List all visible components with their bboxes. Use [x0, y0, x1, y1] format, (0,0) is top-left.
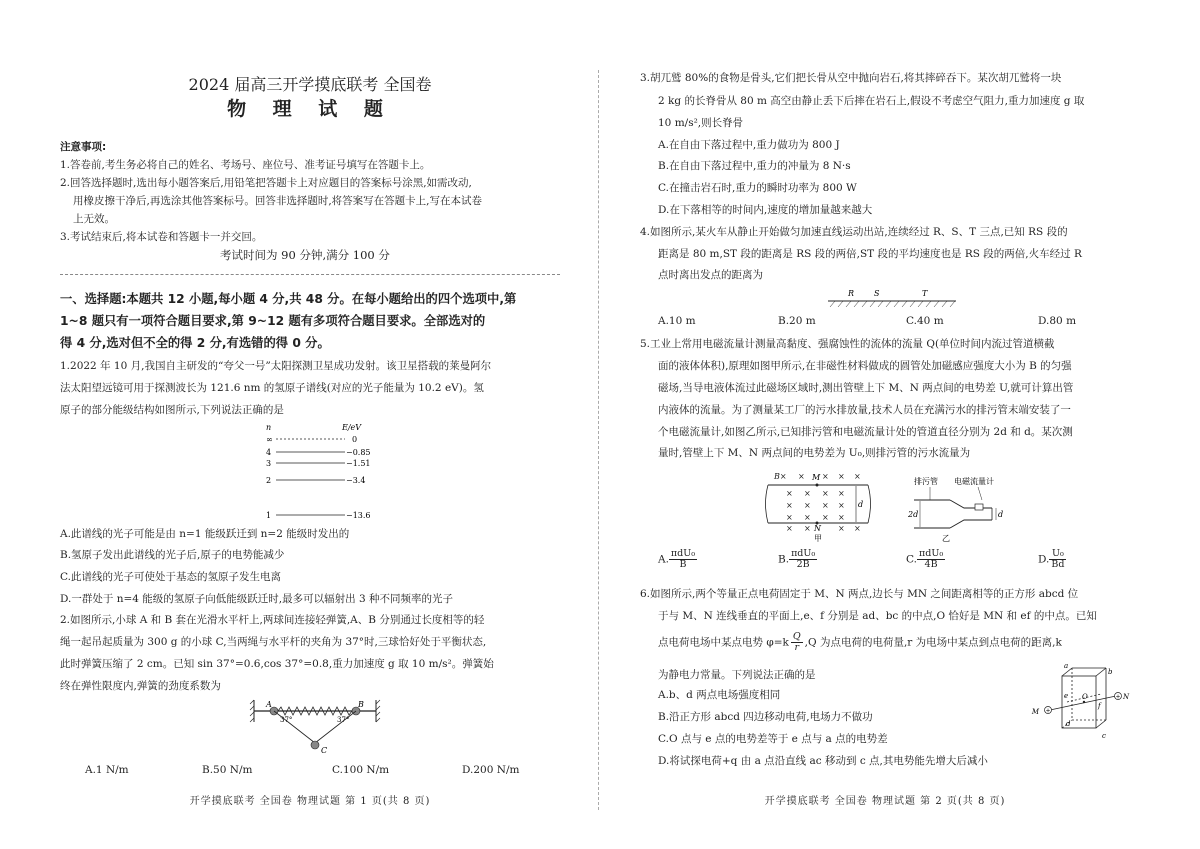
q2-stem: 此时弹簧压缩了 2 cm。已知 sin 37°=0.6,cos 37°=0.8,重力加速度 g 取 10 m/s²。弹簧始: [60, 658, 494, 670]
q1-option: A.此谱线的光子可能是由 n=1 能级跃迁到 n=2 能级时发出的: [60, 528, 350, 540]
q6-formula-line: 点电荷电场中某点电势 φ=k $\frac{Q}{r}$ ,Q 为点电荷的电荷量,r 为电场中某点到点电荷的距离,k: [658, 631, 1062, 653]
q5-stem: 磁场,当导电液体流过此磁场区域时,测出管壁上下 M、N 两点间的电势差 U,就可计算出管: [658, 382, 1074, 394]
svg-text:×: ×: [804, 524, 811, 533]
level-e: 0: [352, 435, 358, 444]
svg-text:×: ×: [838, 513, 845, 522]
ball-c-label: C: [321, 746, 328, 755]
energy-level-diagram: [260, 420, 390, 525]
q4-option: C.40 m: [906, 315, 944, 327]
svg-text:×: ×: [838, 472, 845, 481]
track-diagram: [828, 285, 958, 309]
figure-a-label: 甲: [814, 534, 822, 543]
notice-line: 用橡皮擦干净后,再选涂其他答案标号。回答非选择题时,将答案写在答题卡上,写在本试卷: [73, 195, 483, 207]
q5-stem: 内液体的流量。为了测量某工厂的污水排放量,技术人员在充满污水的排污管末端安装了一: [658, 404, 1071, 416]
point-e-label: e: [1064, 692, 1069, 700]
column-divider: [598, 70, 599, 810]
q2-stem: 2.如图所示,小球 A 和 B 套在光滑水平杆上,两球间连接轻弹簧,A、B 分别通过长度相等的轻: [60, 614, 485, 626]
field-b-label: B×: [774, 472, 787, 481]
page-footer: 开学摸底联考 全国卷 物理试题 第 1 页(共 8 页): [189, 796, 431, 807]
level-e: −13.6: [346, 511, 371, 520]
page-1: [60, 0, 560, 849]
q4-stem: 点时离出发点的距离为: [658, 269, 763, 281]
n-axis-label: n: [266, 423, 272, 432]
svg-text:×: ×: [786, 513, 793, 522]
q5-stem: 5.工业上常用电磁流量计测量高黏度、强腐蚀性的流体的流量 Q(单位时间内流过管道横截: [640, 338, 1055, 350]
header-separator: [60, 274, 560, 275]
svg-text:+: +: [1115, 693, 1121, 701]
q2-option: C.100 N/m: [332, 764, 390, 776]
q6-option: A.b、d 两点电场强度相同: [658, 689, 781, 701]
svg-text:×: ×: [822, 501, 829, 510]
q6-stem: 为静电力常量。下列说法正确的是: [658, 669, 816, 681]
vertex-b-label: b: [1108, 668, 1113, 676]
notice-line: 3.考试结束后,将本试卷和答题卡一并交回。: [60, 231, 263, 243]
q3-stem: 2 kg 的长脊骨从 80 m 高空由静止丢下后摔在岩石上,假设不考虑空气阻力,重力加速度 g 取: [658, 95, 1085, 107]
level-n: 3: [266, 459, 272, 468]
energy-axis-label: E/eV: [342, 423, 362, 432]
vertex-c-label: c: [1102, 732, 1106, 740]
exam-title: 2024 届高三开学摸底联考 全国卷: [188, 75, 432, 94]
notice-title: 注意事项:: [60, 141, 107, 153]
flowmeter-figure-b: [908, 470, 1042, 544]
level-n: ∞: [266, 435, 273, 444]
q5-option-c: C. $\frac{\text{πdU₀}}{4B}$: [906, 548, 944, 570]
svg-text:×: ×: [786, 524, 793, 533]
section-heading: 1~8 题只有一项符合题目要求,第 9~12 题有多项符合题目要求。全部选对的: [60, 314, 486, 328]
wide-diameter-label: 2d: [908, 510, 919, 519]
q5-stem: 面的液体体积),原理如图甲所示,在非磁性材料做成的圆管处加磁感应强度大小为 B 的匀强: [658, 360, 1072, 372]
svg-text:+: +: [1045, 707, 1051, 715]
q2-stem: 绳一起吊起质量为 300 g 的小球 C,当两绳与水平杆的夹角为 37°时,三球恰好处于平衡状态,: [60, 636, 487, 648]
q1-stem: 1.2022 年 10 月,我国自主研发的“夸父一号”太阳探测卫星成功发射。该卫星搭载的莱曼阿尔: [60, 360, 492, 372]
level-n: 1: [266, 511, 272, 520]
svg-text:×: ×: [822, 489, 829, 498]
q1-option: C.此谱线的光子可使处于基态的氢原子发生电离: [60, 571, 281, 583]
level-n: 2: [266, 476, 272, 485]
svg-text:×: ×: [804, 513, 811, 522]
svg-text:×: ×: [822, 472, 829, 481]
svg-text:×: ×: [786, 501, 793, 510]
svg-text:×: ×: [786, 489, 793, 498]
point-o-label: O: [1082, 693, 1088, 701]
angle-label: 37°: [280, 716, 293, 724]
vertex-d-label: d: [1066, 720, 1071, 728]
q3-option: D.在下落相等的时间内,速度的增加量越来越大: [658, 204, 873, 216]
point-n-label: N: [814, 524, 821, 533]
q1-stem: 法太阳望远镜可用于探测波长为 121.6 nm 的氢原子谱线(对应的光子能量为 10.2 eV)。氢: [60, 382, 484, 394]
q4-stem: 4.如图所示,某火车从静止开始做匀加速直线运动出站,连续经过 R、S、T 三点,已知 RS 段的: [640, 226, 1068, 238]
q6-option: B.沿正方形 abcd 四边移动电荷,电场力不做功: [658, 711, 873, 723]
notice-line: 2.回答选择题时,选出每小题答案后,用铅笔把答题卡上对应题目的答案标号涂黑,如需改动,: [60, 177, 472, 189]
ball-b-label: B: [358, 700, 364, 709]
point-f-label: f: [1098, 702, 1101, 710]
charge-n-label: N: [1123, 693, 1130, 701]
level-e: −0.85: [346, 448, 371, 457]
flowmeter-figure-a: [760, 467, 880, 543]
q1-stem: 原子的部分能级结构如图所示,下列说法正确的是: [60, 404, 284, 416]
narrow-diameter-label: d: [998, 510, 1004, 519]
q5-stem: 个电磁流量计,如图乙所示,已知排污管和电磁流量计处的管道直径分别为 2d 和 d。某次测: [658, 426, 1073, 438]
notice-line: 1.答卷前,考生务必将自己的姓名、考场号、座位号、准考证号填写在答题卡上。: [60, 159, 431, 171]
level-e: −1.51: [346, 459, 371, 468]
q2-option: B.50 N/m: [202, 764, 253, 776]
q3-stem: 10 m/s²,则长脊骨: [658, 117, 744, 129]
subject-title: 物 理 试 题: [227, 98, 393, 120]
section-heading: 得 4 分,选对但不全的得 2 分,有选错的得 0 分。: [60, 336, 330, 350]
spring-balls-diagram: [250, 698, 385, 756]
charges-cube-diagram: [1031, 662, 1130, 748]
q4-option: D.80 m: [1038, 315, 1077, 327]
q6-option: D.将试探电荷+q 由 a 点沿直线 ac 移动到 c 点,其电势能先增大后减小: [658, 755, 988, 767]
q6-option: C.O 点与 e 点的电势差等于 e 点与 a 点的电势差: [658, 733, 888, 745]
q6-stem: 6.如图所示,两个等量正点电荷固定于 M、N 两点,边长与 MN 之间距离相等的正方形 abcd 位: [640, 588, 1079, 600]
q5-option-b: B. $\frac{\text{πdU₀}}{2B}$: [778, 548, 816, 570]
q2-option: D.200 N/m: [462, 764, 520, 776]
q4-option: B.20 m: [778, 315, 816, 327]
figure-b-label: 乙: [942, 534, 950, 543]
diameter-label: d: [858, 500, 864, 509]
ball-a-label: A: [266, 700, 272, 709]
q5-stem: 量时,管壁上下 M、N 两点间的电势差为 U₀,则排污管的污水流量为: [658, 447, 971, 459]
pipe-label: 排污管: [914, 477, 938, 486]
q3-option: A.在自由下落过程中,重力做功为 800 J: [658, 139, 840, 151]
svg-text:×: ×: [804, 501, 811, 510]
q3-option: B.在自由下落过程中,重力的冲量为 8 N·s: [658, 160, 851, 172]
q6-stem: 于与 M、N 连线垂直的平面上,e、f 分别是 ad、bc 的中点,O 恰好是 MN 和 ef 的中点。已知: [658, 610, 1097, 622]
level-n: 4: [266, 448, 272, 457]
q4-stem: 距离是 80 m,ST 段的距离是 RS 段的两倍,ST 段的平均速度也是 RS 段的两倍,火车经过 R: [658, 248, 1082, 260]
notice-line: 上无效。: [73, 213, 115, 225]
q5-option-a: A. $\frac{\text{πdU₀}}{B}$: [658, 548, 696, 570]
point-t-label: T: [922, 289, 928, 298]
svg-text:×: ×: [854, 472, 861, 481]
time-info: 考试时间为 90 分钟,满分 100 分: [220, 248, 390, 262]
q2-option: A.1 N/m: [85, 764, 129, 776]
q2-stem: 终在弹性限度内,弹簧的劲度系数为: [60, 680, 221, 692]
q3-option: C.在撞击岩石时,重力的瞬时功率为 800 W: [658, 182, 857, 194]
point-m-label: M: [812, 473, 821, 482]
level-e: −3.4: [346, 476, 366, 485]
svg-text:×: ×: [798, 472, 805, 481]
meter-label: 电磁流量计: [954, 477, 994, 486]
page-2: [640, 0, 1130, 849]
q5-option-d: D. $\frac{\text{U₀}}{Bd}$: [1038, 548, 1065, 570]
section-heading: 一、选择题:本题共 12 小题,每小题 4 分,共 48 分。在每小题给出的四个选项中,第: [60, 292, 517, 306]
svg-text:×: ×: [838, 501, 845, 510]
charge-m-label: M: [1031, 708, 1039, 716]
angle-label: 37°: [337, 716, 350, 724]
q3-stem: 3.胡兀鹫 80%的食物是骨头,它们把长骨从空中抛向岩石,将其摔碎吞下。某次胡兀鹫将一块: [640, 72, 1062, 84]
svg-text:×: ×: [854, 524, 861, 533]
vertex-a-label: a: [1064, 662, 1069, 670]
q4-option: A.10 m: [658, 315, 696, 327]
page-footer: 开学摸底联考 全国卷 物理试题 第 2 页(共 8 页): [764, 796, 1006, 807]
svg-text:×: ×: [838, 489, 845, 498]
svg-text:×: ×: [804, 489, 811, 498]
point-s-label: S: [874, 289, 880, 298]
svg-text:×: ×: [838, 524, 845, 533]
svg-text:×: ×: [822, 513, 829, 522]
q1-option: D.一群处于 n=4 能级的氢原子向低能级跃迁时,最多可以辐射出 3 种不同频率的光子: [60, 593, 453, 605]
q1-option: B.氢原子发出此谱线的光子后,原子的电势能减少: [60, 549, 285, 561]
point-r-label: R: [848, 289, 855, 298]
